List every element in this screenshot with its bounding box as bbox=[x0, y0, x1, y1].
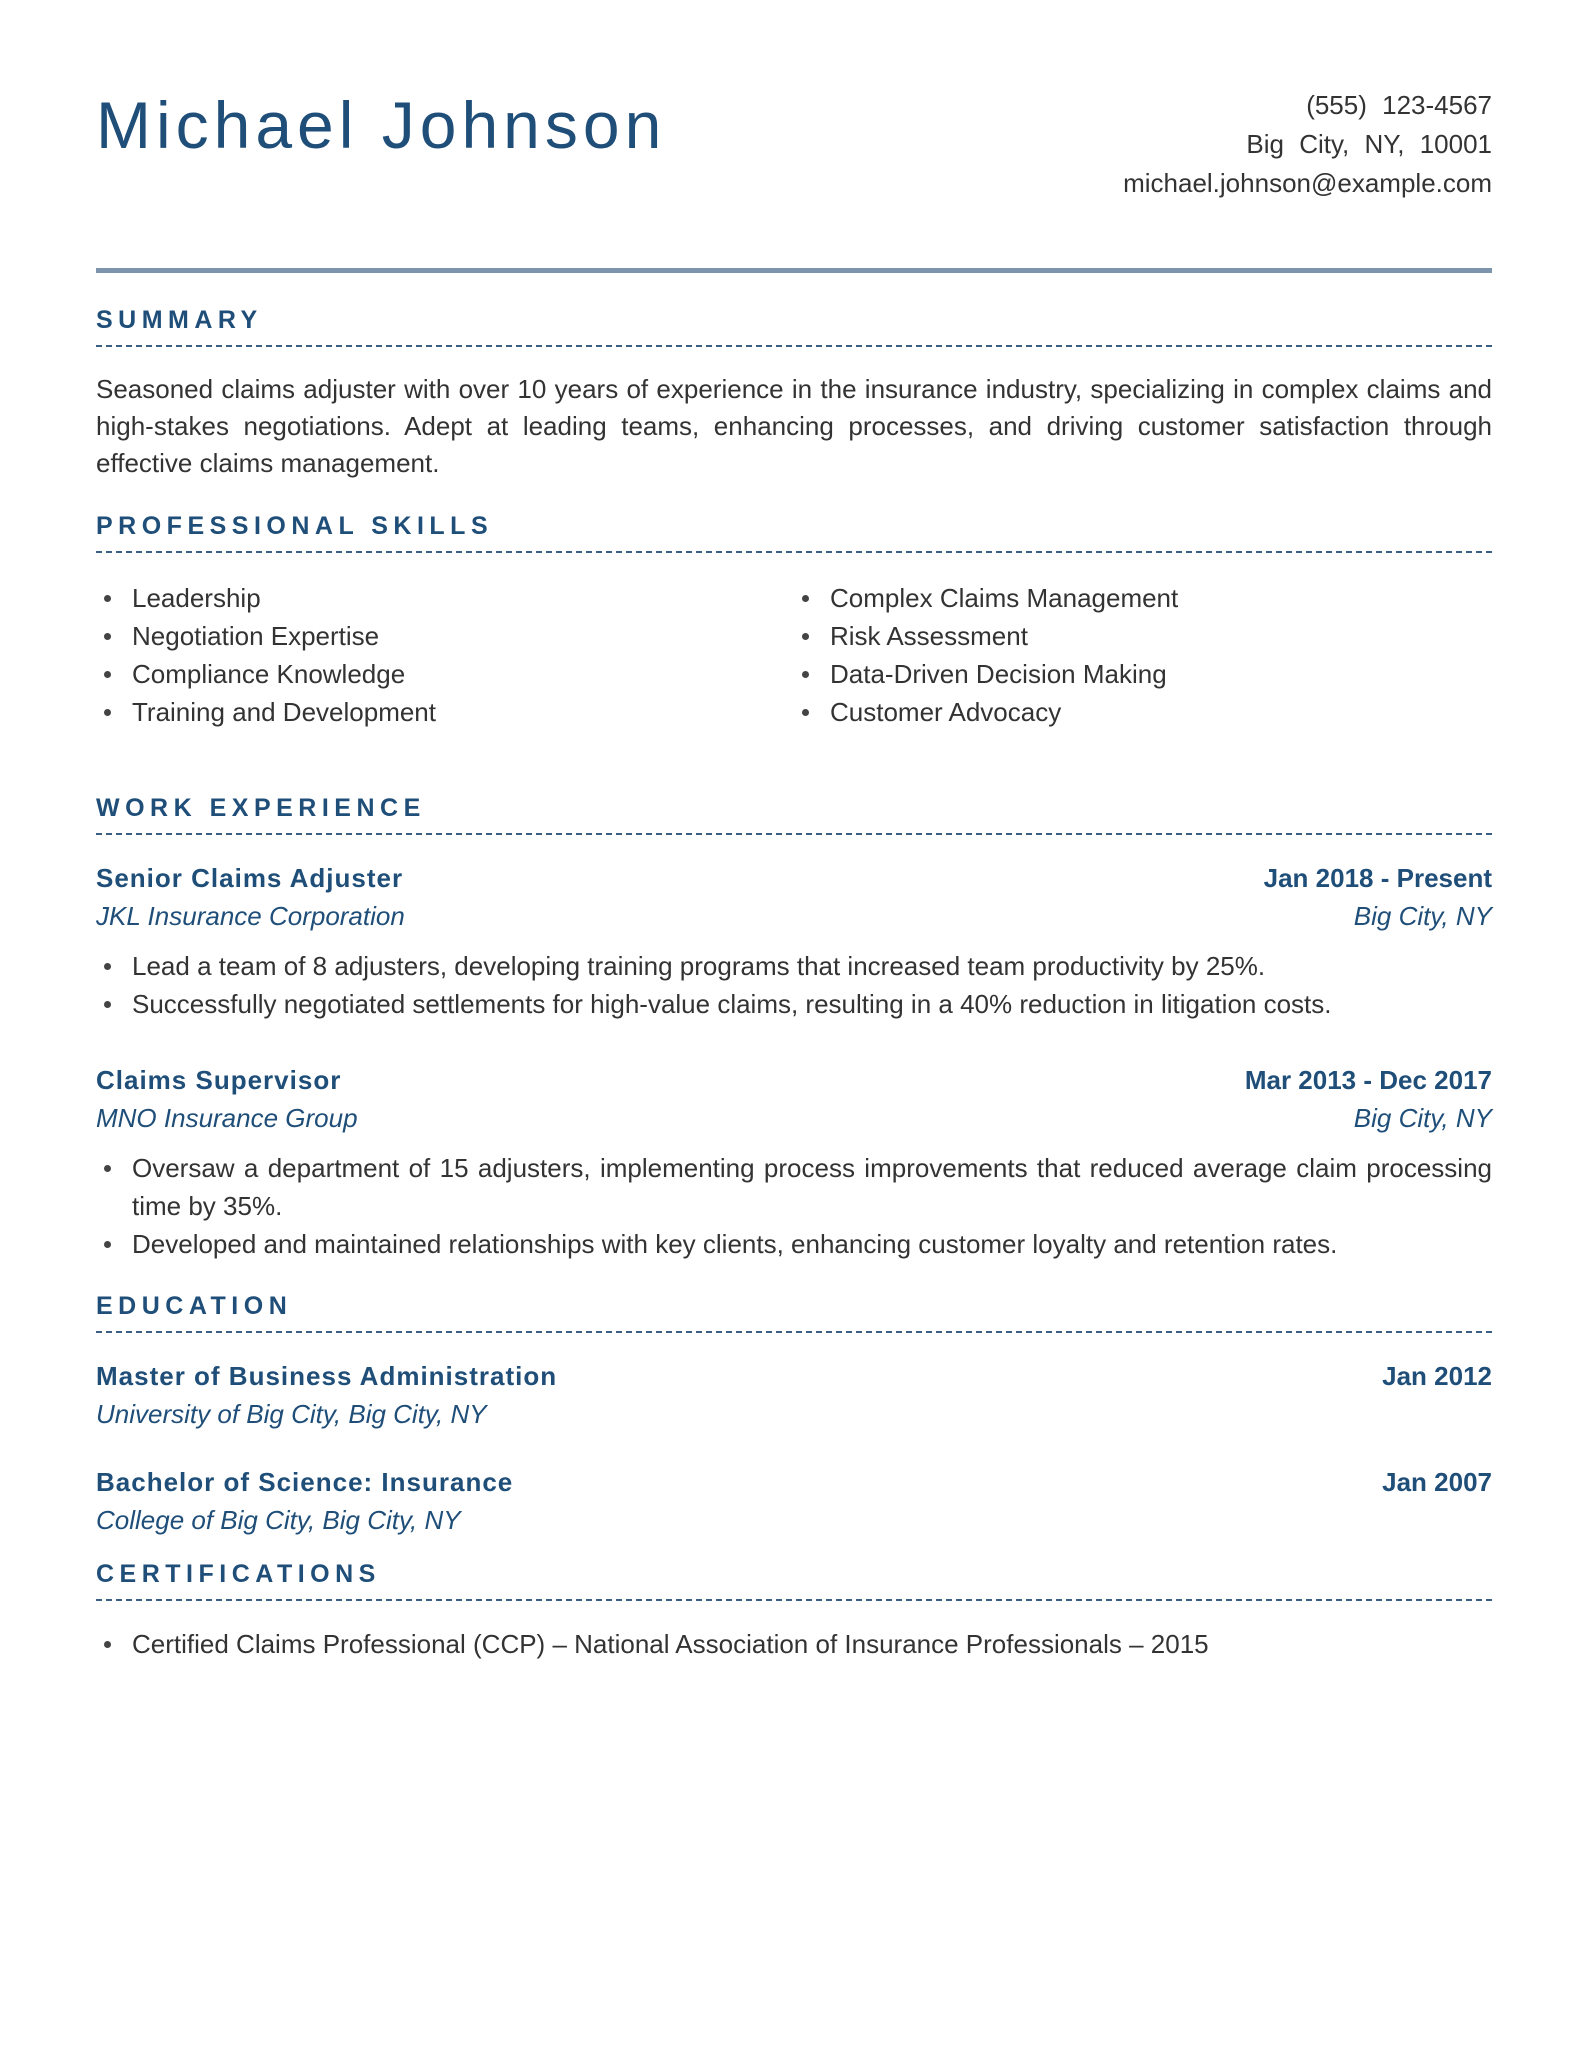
certification-item: Certified Claims Professional (CCP) – National Association of Insurance Professionals – 2015 bbox=[96, 1625, 1492, 1663]
contact-location: Big City, NY, 10001 bbox=[1246, 129, 1492, 159]
resume-header bbox=[96, 0, 1492, 276]
job-dates: Mar 2013 - Dec 2017 bbox=[1244, 1065, 1492, 1095]
summary-section bbox=[96, 306, 1492, 482]
section-title-summary: SUMMARY bbox=[96, 306, 1492, 347]
skill-item: Complex Claims Management bbox=[794, 579, 1492, 617]
skills-column-left bbox=[96, 579, 794, 731]
contact-email: michael.johnson@example.com bbox=[1123, 168, 1492, 198]
job-header-row bbox=[96, 1061, 1492, 1099]
job-title: Senior Claims Adjuster bbox=[96, 863, 404, 893]
education-date: Jan 2007 bbox=[1382, 1467, 1492, 1497]
skills-column-right bbox=[794, 579, 1492, 731]
job-company: MNO Insurance Group bbox=[96, 1103, 358, 1133]
job-entry bbox=[96, 1061, 1492, 1263]
job-bullet: Successfully negotiated settlements for high-value claims, resulting in a 40% reduction in litigation costs. bbox=[96, 985, 1492, 1023]
education-degree: Master of Business Administration bbox=[96, 1361, 558, 1391]
skill-item: Customer Advocacy bbox=[794, 693, 1492, 731]
skills-section bbox=[96, 512, 1492, 731]
job-bullet: Oversaw a department of 15 adjusters, implementing process improvements that reduced average claim processing time by 35%. bbox=[96, 1149, 1492, 1225]
skill-item: Data-Driven Decision Making bbox=[794, 655, 1492, 693]
candidate-name: Michael Johnson bbox=[96, 88, 667, 162]
skills-grid bbox=[96, 579, 1492, 731]
skill-item: Training and Development bbox=[96, 693, 794, 731]
education-section bbox=[96, 1292, 1492, 1539]
job-bullets bbox=[96, 947, 1492, 1023]
section-title-work: WORK EXPERIENCE bbox=[96, 794, 1492, 835]
job-title: Claims Supervisor bbox=[96, 1065, 342, 1095]
job-subheader-row bbox=[96, 1099, 1492, 1137]
skill-item: Risk Assessment bbox=[794, 617, 1492, 655]
work-section bbox=[96, 794, 1492, 1263]
certification-list bbox=[96, 1625, 1492, 1663]
job-bullet: Developed and maintained relationships with key clients, enhancing customer loyalty and retention rates. bbox=[96, 1225, 1492, 1263]
skill-item: Leadership bbox=[96, 579, 794, 617]
education-header-row bbox=[96, 1357, 1492, 1395]
education-date: Jan 2012 bbox=[1382, 1361, 1492, 1391]
header-divider bbox=[96, 268, 1492, 273]
job-subheader-row bbox=[96, 897, 1492, 935]
education-entry bbox=[96, 1357, 1492, 1433]
certifications-section bbox=[96, 1560, 1492, 1663]
skill-item: Negotiation Expertise bbox=[96, 617, 794, 655]
education-school: University of Big City, Big City, NY bbox=[96, 1399, 487, 1429]
education-entry bbox=[96, 1463, 1492, 1539]
contact-block bbox=[1123, 86, 1492, 203]
job-entry bbox=[96, 859, 1492, 1023]
education-header-row bbox=[96, 1463, 1492, 1501]
job-location: Big City, NY bbox=[1353, 1103, 1492, 1133]
job-header-row bbox=[96, 859, 1492, 897]
job-company: JKL Insurance Corporation bbox=[96, 901, 405, 931]
section-title-skills: PROFESSIONAL SKILLS bbox=[96, 512, 1492, 553]
skill-item: Compliance Knowledge bbox=[96, 655, 794, 693]
education-school: College of Big City, Big City, NY bbox=[96, 1505, 461, 1535]
job-bullet: Lead a team of 8 adjusters, developing training programs that increased team productivity by 25%. bbox=[96, 947, 1492, 985]
contact-phone: (555) 123-4567 bbox=[1306, 90, 1492, 120]
job-location: Big City, NY bbox=[1353, 901, 1492, 931]
education-degree: Bachelor of Science: Insurance bbox=[96, 1467, 514, 1497]
summary-text: Seasoned claims adjuster with over 10 years of experience in the insurance industry, specializing in complex claims and high-stakes negotiations. Adept at leading teams, enhancing processes, and driving customer satisfaction through effective claims management. bbox=[96, 374, 1492, 478]
job-dates: Jan 2018 - Present bbox=[1263, 863, 1492, 893]
section-title-education: EDUCATION bbox=[96, 1292, 1492, 1333]
job-bullets bbox=[96, 1149, 1492, 1263]
section-title-certifications: CERTIFICATIONS bbox=[96, 1560, 1492, 1601]
